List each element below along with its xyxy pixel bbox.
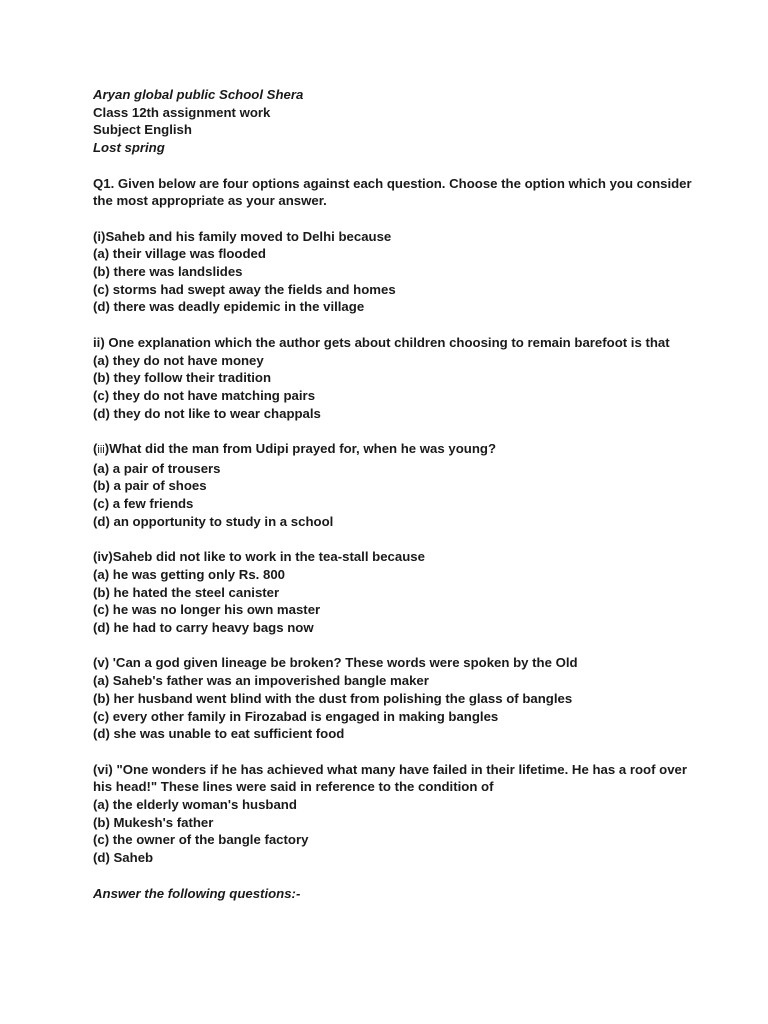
- option-d: (d) Saheb: [93, 850, 154, 866]
- question-block: [93, 228, 693, 317]
- spacer: [93, 210, 693, 228]
- question-text: (iv)Saheb did not like to work in the tea-stall because: [93, 549, 425, 565]
- option-a: (a) their village was flooded: [93, 246, 266, 262]
- section-heading: Answer the following questions:-: [93, 885, 301, 901]
- option-c: (c) they do not have matching pairs: [93, 387, 316, 403]
- question-text: [93, 440, 693, 460]
- option-d: (d) he had to carry heavy bags now: [93, 620, 314, 636]
- question-block: [93, 334, 693, 423]
- option-c: (c) a few friends: [93, 496, 194, 512]
- question-block: [93, 440, 693, 531]
- option-b: (b) a pair of shoes: [93, 478, 207, 494]
- question-text: (i)Saheb and his family moved to Delhi because: [93, 228, 392, 244]
- option-a: (a) he was getting only Rs. 800: [93, 566, 285, 582]
- question-block: [93, 654, 693, 743]
- option-c: (c) the owner of the bangle factory: [93, 832, 309, 848]
- option-b: (b) they follow their tradition: [93, 370, 272, 386]
- spacer: [93, 867, 693, 885]
- option-c: (c) he was no longer his own master: [93, 602, 321, 618]
- q1-instruction: Q1. Given below are four options against each question. Choose the option which you consider the most appropriate as your answer.: [93, 175, 692, 209]
- option-d: (d) she was unable to eat sufficient food: [93, 726, 345, 742]
- question-block: [93, 761, 693, 867]
- spacer: [93, 637, 693, 655]
- option-b: (b) there was landslides: [93, 264, 243, 279]
- question-block: [93, 548, 693, 637]
- spacer: [93, 743, 693, 761]
- school-name: Aryan global public School Shera: [93, 87, 304, 102]
- option-d: (d) an opportunity to study in a school: [93, 513, 334, 529]
- option-d: (d) there was deadly epidemic in the village: [93, 299, 365, 315]
- class-line: Class 12th assignment work: [93, 104, 271, 120]
- question-text: ii) One explanation which the author gets about children choosing to remain barefoot is that: [93, 334, 670, 350]
- option-c: (c) storms had swept away the fields and homes: [93, 281, 396, 297]
- question-roman-numeral: iii: [97, 444, 105, 456]
- option-b: (b) Mukesh's father: [93, 814, 214, 830]
- option-d: (d) they do not like to wear chappals: [93, 405, 321, 421]
- option-a: (a) a pair of trousers: [93, 460, 221, 476]
- option-a: (a) the elderly woman's husband: [93, 797, 297, 813]
- spacer: [93, 157, 693, 175]
- spacer: [93, 531, 693, 549]
- question-prefix: (: [93, 441, 98, 456]
- question-text: (v) 'Can a god given lineage be broken? These words were spoken by the Old: [93, 655, 578, 671]
- option-b: (b) he hated the steel canister: [93, 584, 280, 600]
- option-a: (a) they do not have money: [93, 352, 264, 368]
- question-body: )What did the man from Udipi prayed for, when he was young?: [104, 441, 497, 456]
- option-b: (b) her husband went blind with the dust from polishing the glass of bangles: [93, 690, 573, 706]
- spacer: [93, 422, 693, 440]
- assignment-page: [93, 86, 693, 902]
- option-a: (a) Saheb's father was an impoverished bangle maker: [93, 673, 429, 689]
- option-c: (c) every other family in Firozabad is engaged in making bangles: [93, 708, 499, 724]
- chapter-title: Lost spring: [93, 140, 165, 156]
- question-text: (vi) "One wonders if he has achieved what many have failed in their lifetime. He has a roof over his head!" These lines were said in reference to the condition of: [93, 761, 687, 795]
- spacer: [93, 316, 693, 334]
- subject-line: Subject English: [93, 122, 192, 138]
